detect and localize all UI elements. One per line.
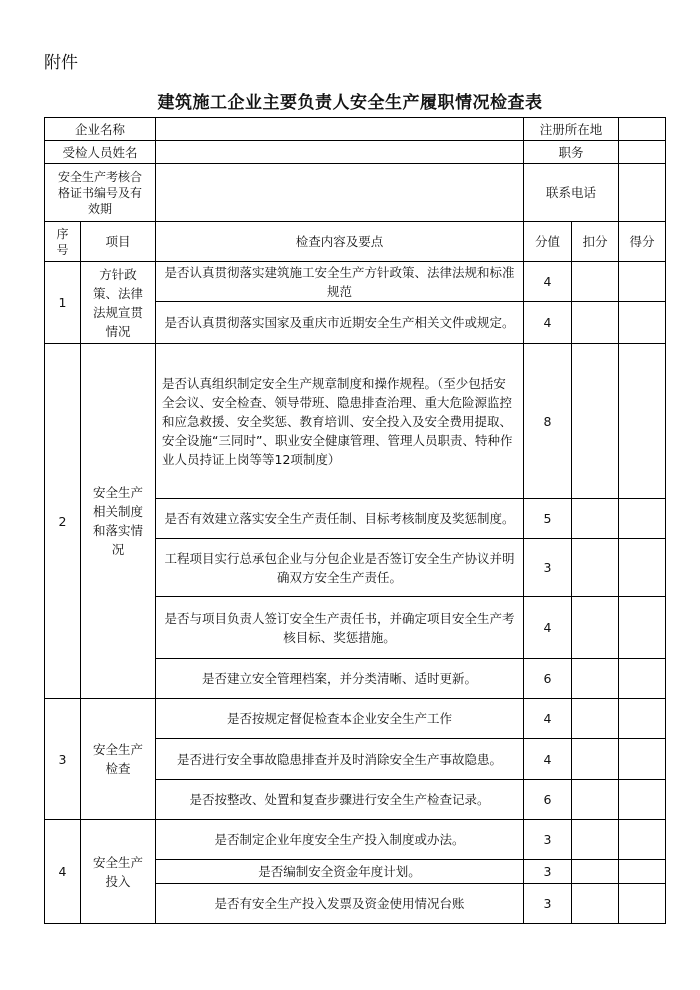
check-content: 是否有效建立落实安全生产责任制、目标考核制度及奖惩制度。 <box>156 499 524 539</box>
result-field[interactable] <box>619 820 666 860</box>
cert-field[interactable] <box>156 164 524 222</box>
cert-label: 安全生产考核合格证书编号及有效期 <box>45 164 156 222</box>
company-name-field[interactable] <box>156 118 524 141</box>
score-value: 4 <box>524 302 572 344</box>
col-deduct: 扣分 <box>572 222 619 262</box>
result-field[interactable] <box>619 344 666 499</box>
check-content: 是否认真组织制定安全生产规章制度和操作规程。（至少包括安全会议、安全检查、领导带班、隐患排查治理、重大危险源监控和应急救援、安全奖惩、教育培训、安全投入及安全费用提取、安全设施“三同时”、职业安全健康管理、管理人员职责、特种作业人员持证上岗等等12项制度） <box>156 344 524 499</box>
phone-field[interactable] <box>619 164 666 222</box>
section-item: 安全生产相关制度和落实情况 <box>81 344 156 699</box>
result-field[interactable] <box>619 780 666 820</box>
inspected-name-field[interactable] <box>156 141 524 164</box>
score-value: 4 <box>524 262 572 302</box>
check-content: 是否有安全生产投入发票及资金使用情况台账 <box>156 884 524 924</box>
deduct-field[interactable] <box>572 860 619 884</box>
deduct-field[interactable] <box>572 597 619 659</box>
score-value: 3 <box>524 884 572 924</box>
deduct-field[interactable] <box>572 344 619 499</box>
section-seq: 2 <box>45 344 81 699</box>
table-row <box>45 262 666 302</box>
check-content: 是否按规定督促检查本企业安全生产工作 <box>156 699 524 739</box>
check-content: 是否建立安全管理档案，并分类清晰、适时更新。 <box>156 659 524 699</box>
check-content: 是否按整改、处置和复查步骤进行安全生产检查记录。 <box>156 780 524 820</box>
result-field[interactable] <box>619 659 666 699</box>
section-item: 安全生产投入 <box>81 820 156 924</box>
info-row-cert <box>45 164 666 222</box>
position-label: 职务 <box>524 141 619 164</box>
column-header-row <box>45 222 666 262</box>
deduct-field[interactable] <box>572 699 619 739</box>
score-value: 8 <box>524 344 572 499</box>
result-field[interactable] <box>619 884 666 924</box>
section-seq: 1 <box>45 262 81 344</box>
result-field[interactable] <box>619 739 666 780</box>
check-content: 工程项目实行总承包企业与分包企业是否签订安全生产协议并明确双方安全生产责任。 <box>156 539 524 597</box>
deduct-field[interactable] <box>572 739 619 780</box>
result-field[interactable] <box>619 699 666 739</box>
deduct-field[interactable] <box>572 302 619 344</box>
score-value: 3 <box>524 539 572 597</box>
result-field[interactable] <box>619 499 666 539</box>
phone-label: 联系电话 <box>524 164 619 222</box>
score-value: 6 <box>524 780 572 820</box>
score-value: 4 <box>524 597 572 659</box>
check-content: 是否与项目负责人签订安全生产责任书，并确定项目安全生产考核目标、奖惩措施。 <box>156 597 524 659</box>
col-score: 分值 <box>524 222 572 262</box>
section-seq: 4 <box>45 820 81 924</box>
check-content: 是否制定企业年度安全生产投入制度或办法。 <box>156 820 524 860</box>
score-value: 4 <box>524 699 572 739</box>
page-title: 建筑施工企业主要负责人安全生产履职情况检查表 <box>157 93 543 113</box>
col-item: 项目 <box>81 222 156 262</box>
check-content: 是否进行安全事故隐患排查并及时消除安全生产事故隐患。 <box>156 739 524 780</box>
info-row-company <box>45 118 666 141</box>
reg-location-label: 注册所在地 <box>524 118 619 141</box>
inspection-table <box>44 117 666 924</box>
result-field[interactable] <box>619 539 666 597</box>
result-field[interactable] <box>619 302 666 344</box>
result-field[interactable] <box>619 860 666 884</box>
table-row <box>45 699 666 739</box>
deduct-field[interactable] <box>572 262 619 302</box>
attachment-label: 附件 <box>44 53 78 73</box>
section-item: 安全生产检查 <box>81 699 156 820</box>
score-value: 4 <box>524 739 572 780</box>
position-field[interactable] <box>619 141 666 164</box>
deduct-field[interactable] <box>572 499 619 539</box>
score-value: 3 <box>524 820 572 860</box>
deduct-field[interactable] <box>572 539 619 597</box>
col-result: 得分 <box>619 222 666 262</box>
deduct-field[interactable] <box>572 884 619 924</box>
reg-location-field[interactable] <box>619 118 666 141</box>
col-content: 检查内容及要点 <box>156 222 524 262</box>
score-value: 5 <box>524 499 572 539</box>
company-name-label: 企业名称 <box>45 118 156 141</box>
deduct-field[interactable] <box>572 820 619 860</box>
result-field[interactable] <box>619 262 666 302</box>
section-seq: 3 <box>45 699 81 820</box>
check-content: 是否编制安全资金年度计划。 <box>156 860 524 884</box>
table-row <box>45 344 666 499</box>
score-value: 3 <box>524 860 572 884</box>
inspected-name-label: 受检人员姓名 <box>45 141 156 164</box>
check-content: 是否认真贯彻落实建筑施工安全生产方针政策、法律法规和标准规范 <box>156 262 524 302</box>
result-field[interactable] <box>619 597 666 659</box>
check-content: 是否认真贯彻落实国家及重庆市近期安全生产相关文件或规定。 <box>156 302 524 344</box>
info-row-person <box>45 141 666 164</box>
section-item: 方针政策、法律法规宣贯情况 <box>81 262 156 344</box>
table-row <box>45 820 666 860</box>
deduct-field[interactable] <box>572 659 619 699</box>
score-value: 6 <box>524 659 572 699</box>
col-seq: 序号 <box>45 222 81 262</box>
deduct-field[interactable] <box>572 780 619 820</box>
